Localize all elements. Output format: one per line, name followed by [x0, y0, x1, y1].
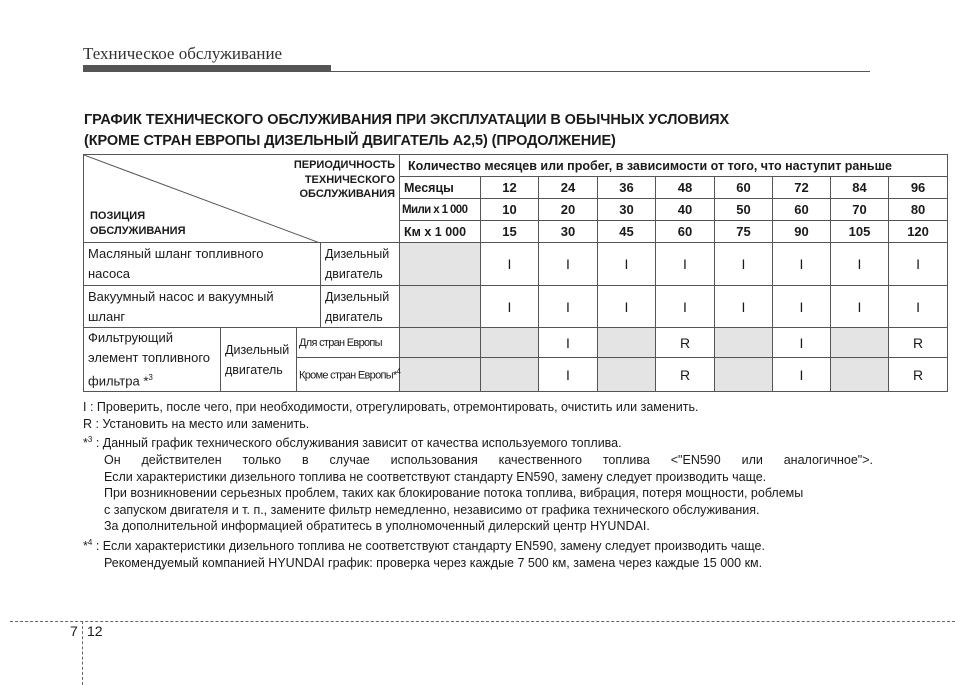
corner-top-line: ОБСЛУЖИВАНИЯ	[299, 188, 395, 200]
cond-line: двигатель	[225, 362, 283, 377]
schedule-mark	[481, 358, 539, 392]
corner-bottom-label	[90, 209, 186, 238]
schedule-mark: I	[831, 286, 889, 328]
months-value: 60	[715, 177, 773, 199]
schedule-mark: R	[889, 358, 948, 392]
schedule-mark: I	[539, 286, 598, 328]
schedule-mark: I	[539, 243, 598, 286]
schedule-mark: I	[539, 328, 598, 358]
km-value: 60	[656, 221, 715, 243]
footnote-number: 4	[87, 537, 93, 547]
schedule-mark: R	[656, 328, 715, 358]
chapter-number: 7	[70, 623, 78, 639]
schedule-mark: I	[831, 243, 889, 286]
item-line-text: фильтра *	[88, 373, 149, 389]
schedule-mark: I	[715, 243, 773, 286]
corner-bottom-line: ПОЗИЦИЯ	[90, 210, 146, 222]
schedule-mark	[715, 328, 773, 358]
km-value: 105	[831, 221, 889, 243]
interval-header: Количество месяцев или пробег, в зависимости от того, что наступит раньше	[400, 155, 948, 177]
schedule-mark: R	[656, 358, 715, 392]
schedule-mark	[715, 358, 773, 392]
item-line: Вакуумный насос и вакуумный	[88, 288, 274, 304]
table-cell-empty	[400, 328, 481, 358]
schedule-mark: I	[539, 358, 598, 392]
miles-value: 80	[889, 199, 948, 221]
note-3-line: За дополнительной информацией обратитесь в уполномоченный дилерский центр HYUNDAI.	[104, 519, 650, 534]
table-row	[84, 328, 948, 358]
item-line: элемент топливного	[88, 350, 211, 365]
note-3-line: Он действителен только в случае использования качественного топлива <"EN590 или аналогичное">.	[104, 452, 873, 467]
notes	[83, 399, 873, 571]
miles-value: 50	[715, 199, 773, 221]
table-cell-empty	[400, 358, 481, 392]
miles-value: 40	[656, 199, 715, 221]
schedule-mark: I	[481, 286, 539, 328]
schedule-mark	[481, 328, 539, 358]
page-number: 12	[87, 623, 103, 639]
note-3-line: При возникновении серьезных проблем, таких как блокирование потока топлива, вибрация, потеря мощности, роблемы	[104, 486, 804, 501]
item-line	[88, 368, 220, 391]
months-label: Месяцы	[400, 177, 481, 199]
km-value: 30	[539, 221, 598, 243]
schedule-mark	[598, 358, 656, 392]
table-row	[84, 243, 948, 286]
table-cell-empty	[400, 243, 481, 286]
item-line: Фильтрующий	[88, 330, 173, 345]
schedule-mark: I	[715, 286, 773, 328]
section-title: Техническое обслуживание	[83, 44, 283, 63]
note-3-line: с запуском двигателя и т. п., замените фильтр немедленно, независимо от графика технического обслуживания.	[104, 502, 760, 517]
miles-value: 30	[598, 199, 656, 221]
note-i: I : Проверить, после чего, при необходимости, отрегулировать, отремонтировать, очистить или заменить.	[83, 400, 699, 414]
schedule-mark: R	[889, 328, 948, 358]
km-value: 45	[598, 221, 656, 243]
condition-diesel	[321, 286, 400, 328]
footnote-ref: 4	[396, 367, 401, 377]
cond-line: Дизельный	[225, 342, 290, 357]
note-3	[83, 432, 873, 452]
region-label: Кроме стран Европы*	[299, 370, 397, 383]
miles-value: 20	[539, 199, 598, 221]
months-value: 96	[889, 177, 948, 199]
schedule-mark: I	[773, 328, 831, 358]
maintenance-schedule-table	[83, 154, 948, 392]
schedule-mark: I	[773, 358, 831, 392]
cond-line: Дизельный	[325, 247, 390, 261]
km-label: Км x 1 000	[400, 221, 481, 243]
miles-value: 70	[831, 199, 889, 221]
table-cell-empty	[400, 286, 481, 328]
corner-top-line: ПЕРИОДИЧНОСТЬ	[293, 159, 395, 171]
schedule-mark	[598, 328, 656, 358]
schedule-mark: I	[598, 243, 656, 286]
header-rule-thick	[83, 65, 331, 72]
km-value: 90	[773, 221, 831, 243]
corner-header	[84, 155, 400, 243]
schedule-mark: I	[773, 286, 831, 328]
note-3-line: Если характеристики дизельного топлива не соответствуют стандарту EN590, замену следует производить чаще.	[104, 469, 767, 484]
note-4-line: Рекомендуемый компанией HYUNDAI график: проверка через каждые 7 500 км, замена через каждые 15 000 км.	[104, 555, 763, 570]
km-value: 15	[481, 221, 539, 243]
cond-line: двигатель	[325, 309, 383, 324]
item-line: насоса	[88, 266, 131, 281]
item-line: Масляный шланг топливного	[88, 246, 264, 261]
note-4-line: : Если характеристики дизельного топлива не соответствуют стандарту EN590, замену следует производить чаще.	[95, 539, 765, 554]
region-europe: Для стран Европы	[297, 328, 400, 358]
item-vacuum-pump	[84, 286, 321, 328]
cond-line: Дизельный	[325, 289, 390, 304]
schedule-mark	[831, 328, 889, 358]
footnote-number: 3	[87, 435, 93, 445]
km-value: 120	[889, 221, 948, 243]
months-value: 12	[481, 177, 539, 199]
table-row	[84, 286, 948, 328]
miles-value: 60	[773, 199, 831, 221]
corner-top-line: ТЕХНИЧЕСКОГО	[304, 173, 395, 186]
footnote-mark: *	[83, 436, 88, 451]
title-line-2: (КРОМЕ СТРАН ЕВРОПЫ ДИЗЕЛЬНЫЙ ДВИГАТЕЛЬ А2,5) (ПРОДОЛЖЕНИЕ)	[84, 133, 616, 149]
schedule-mark: I	[656, 243, 715, 286]
note-r: R : Установить на место или заменить.	[83, 416, 310, 431]
title-line-1: ГРАФИК ТЕХНИЧЕСКОГО ОБСЛУЖИВАНИЯ ПРИ ЭКСПЛУАТАЦИИ В ОБЫЧНЫХ УСЛОВИЯХ	[84, 112, 730, 128]
page-number-divider	[82, 621, 83, 685]
item-fuel-pump-hose	[84, 243, 321, 286]
miles-value: 10	[481, 199, 539, 221]
miles-label: Мили x 1 000	[400, 199, 481, 221]
item-fuel-filter	[84, 328, 221, 392]
region-non-europe	[297, 358, 400, 392]
schedule-mark: I	[656, 286, 715, 328]
months-value: 84	[831, 177, 889, 199]
condition-diesel	[321, 243, 400, 286]
footnote-ref: 3	[148, 373, 153, 382]
item-line: шланг	[88, 308, 126, 324]
months-value: 72	[773, 177, 831, 199]
cond-line: двигатель	[325, 267, 383, 281]
months-value: 24	[539, 177, 598, 199]
condition-diesel	[221, 328, 297, 392]
schedule-mark: I	[598, 286, 656, 328]
corner-top-label	[294, 158, 395, 202]
schedule-mark: I	[773, 243, 831, 286]
document-title	[84, 110, 729, 152]
note-3-line: : Данный график технического обслуживания зависит от качества используемого топлива.	[95, 436, 622, 451]
footer-divider	[10, 621, 955, 622]
km-value: 75	[715, 221, 773, 243]
note-4	[83, 535, 873, 555]
months-value: 48	[656, 177, 715, 199]
header-rule-thin	[331, 71, 870, 72]
corner-bottom-line: ОБСЛУЖИВАНИЯ	[90, 224, 186, 237]
schedule-mark: I	[481, 243, 539, 286]
schedule-mark: I	[889, 243, 948, 286]
schedule-mark: I	[889, 286, 948, 328]
months-value: 36	[598, 177, 656, 199]
schedule-mark	[831, 358, 889, 392]
footnote-mark: *	[83, 539, 88, 554]
